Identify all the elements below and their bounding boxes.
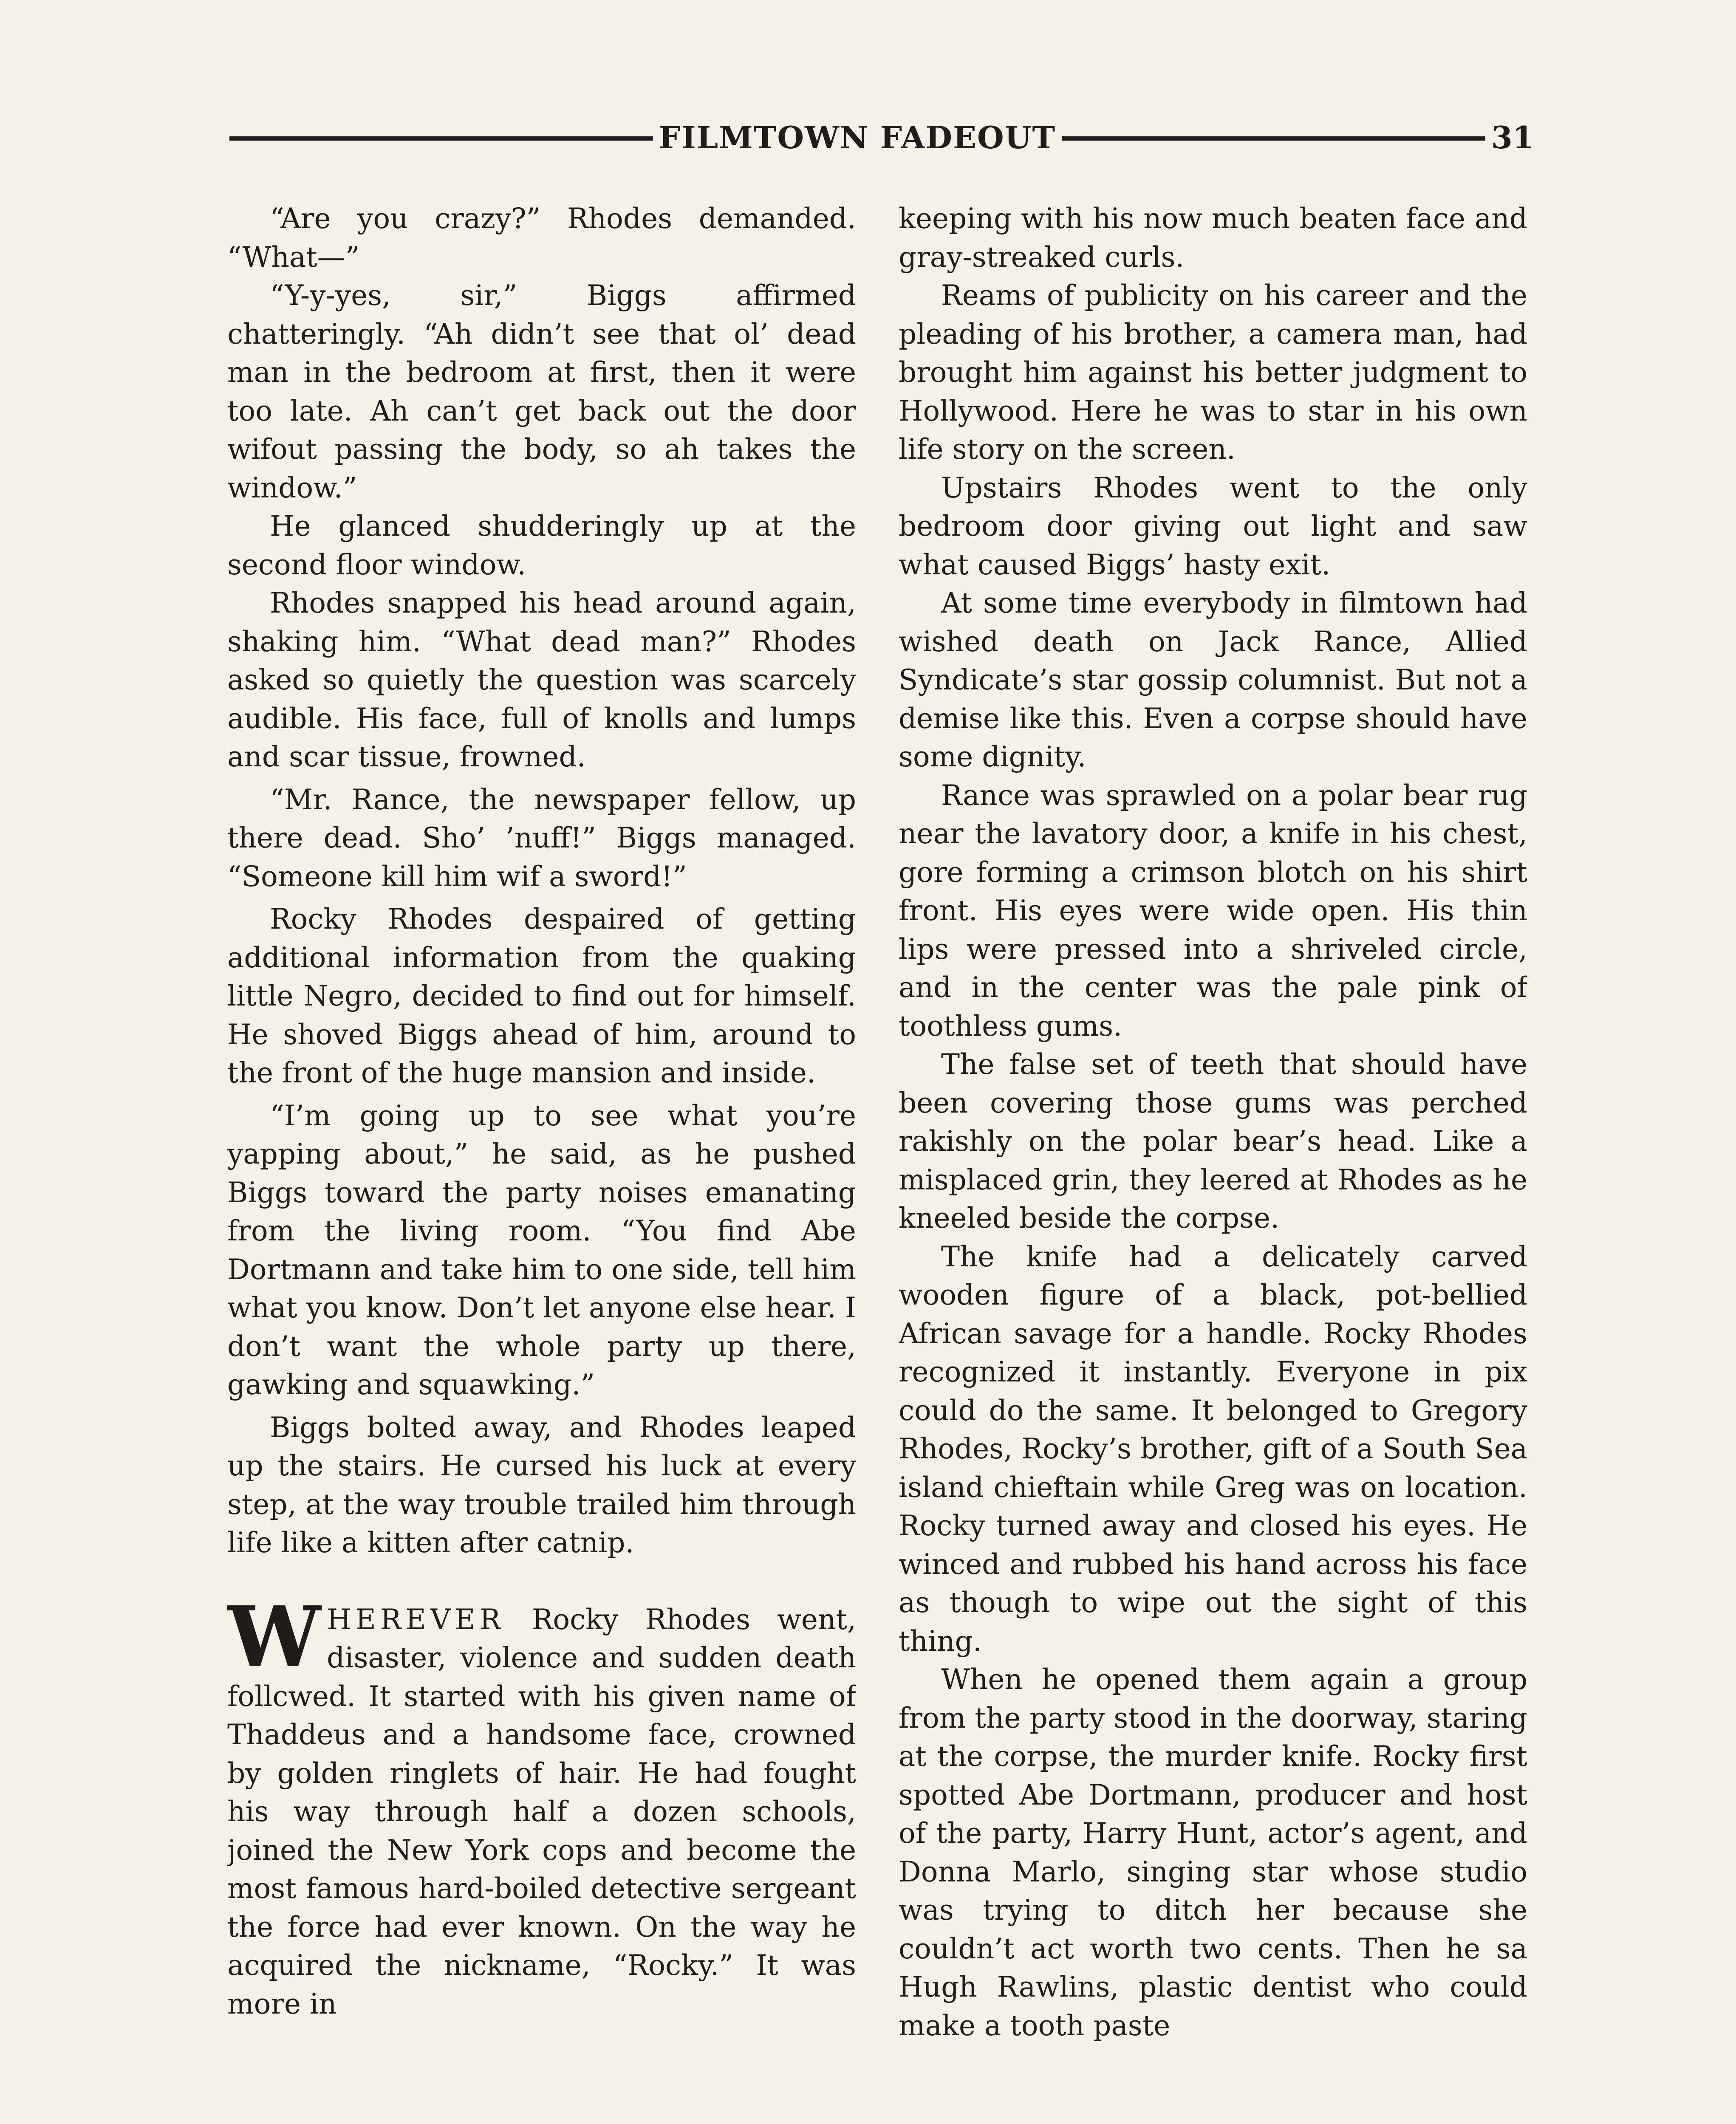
section-opening-paragraph (227, 1588, 856, 2024)
paragraph: Rocky Rhodes despaired of getting additional information from the quaking little Negro, decided to find out for himself. He shoved Biggs ahead of him, around to the front of the huge mansion and inside. (227, 903, 856, 1089)
paragraph: Rance was sprawled on a polar bear rug near the lavatory door, a knife in his chest, gore forming a crimson blotch on his shirt front. His eyes were wide open. His thin lips were pressed into a shriveled circle, and in the center was the pale pink of toothless gums. (899, 779, 1527, 1042)
drop-cap: W (227, 1588, 321, 1686)
paragraph: The knife had a delicately carved wooden figure of a black, pot-bellied African savage for a handle. Rocky Rhodes recognized it instantly. Everyone in pix could do the same. It belonged to Gregory Rhodes, Rocky’s brother, gift of a South Sea island chieftain while Greg was on location. Rocky turned away and closed his eyes. He winced and rubbed his hand across his face as though to wipe out the sight of this thing. (899, 1240, 1527, 1658)
paragraph: He glanced shudderingly up at the second floor window. (227, 510, 856, 581)
right-column (899, 200, 1527, 2124)
paragraph: Upstairs Rhodes went to the only bedroom door giving out light and saw what caused Biggs’ hasty exit. (899, 471, 1527, 581)
paragraph: Rhodes snapped his head around again, shaking him. “What dead man?” Rhodes asked so quietly the question was scarcely audible. His face, full of knolls and lumps and scar tissue, frowned. (227, 587, 856, 773)
paragraph: “Y-y-yes, sir,” Biggs affirmed chatteringly. “Ah didn’t see that ol’ dead man in the bedroom at first, then it were too late. Ah can’t get back out the door wifout passing the body, so ah takes the window.” (227, 279, 856, 504)
header-rule-right (1062, 136, 1485, 141)
paragraph: When he opened them again a group from the party stood in the doorway, staring at the corpse, the murder knife. Rocky first spotted Abe Dortmann, producer and host of the party, Harry Hunt, actor’s agent, and Donna Marlo, singing star whose studio was trying to ditch her because she couldn’t act worth two cents. Then he sa Hugh Rawlins, plastic dentist who could make a tooth paste (899, 1663, 1527, 2042)
paragraph: Biggs bolted away, and Rhodes leaped up the stairs. He cursed his luck at every step, at the way trouble trailed him through life like a kitten after catnip. (227, 1411, 856, 1559)
running-header (229, 114, 1534, 161)
paragraph: At some time everybody in filmtown had wished death on Jack Rance, Allied Syndicate’s star gossip columnist. But not a demise like this. Even a corpse should have some dignity. (899, 587, 1527, 773)
paragraph: keeping with his now much beaten face and gray-streaked curls. (899, 202, 1527, 274)
running-title: FILMTOWN FADEOUT (659, 119, 1056, 155)
page-number: 31 (1491, 119, 1534, 155)
paragraph: “Mr. Rance, the newspaper fellow, up there dead. Sho’ ’nuff!” Biggs managed. “Someone kill him wif a sword!” (227, 783, 856, 893)
header-rule-left (229, 136, 653, 141)
paragraph: “Are you crazy?” Rhodes demanded. “What—” (227, 202, 856, 274)
paragraph: “I’m going up to see what you’re yapping about,” he said, as he pushed Biggs toward the party noises emanating from the living room. “You find Abe Dortmann and take him to one side, tell him what you know. Don’t let anyone else hear. I don’t want the whole party up there, gawking and squawking.” (227, 1099, 856, 1401)
paragraph: The false set of teeth that should have been covering those gums was perched rakishly on the polar bear’s head. Like a misplaced grin, they leered at Rhodes as he kneeled beside the corpse. (899, 1048, 1527, 1234)
small-caps-word: HEREVER (327, 1603, 505, 1636)
paragraph: Reams of publicity on his career and the pleading of his brother, a camera man, had brought him against his better judgment to Hollywood. Here he was to star in his own life story on the screen. (899, 279, 1527, 466)
section-text: Rocky Rhodes went, disaster, violence and sudden death follcwed. It started with his given name of Thaddeus and a handsome face, crowned by golden ringlets of hair. He had fought his way through half a dozen schools, joined the New York cops and become the most famous hard-boiled detective sergeant the force had ever known. On the way he acquired the nickname, “Rocky.” It was more in (227, 1603, 856, 2020)
left-column (227, 200, 856, 2124)
